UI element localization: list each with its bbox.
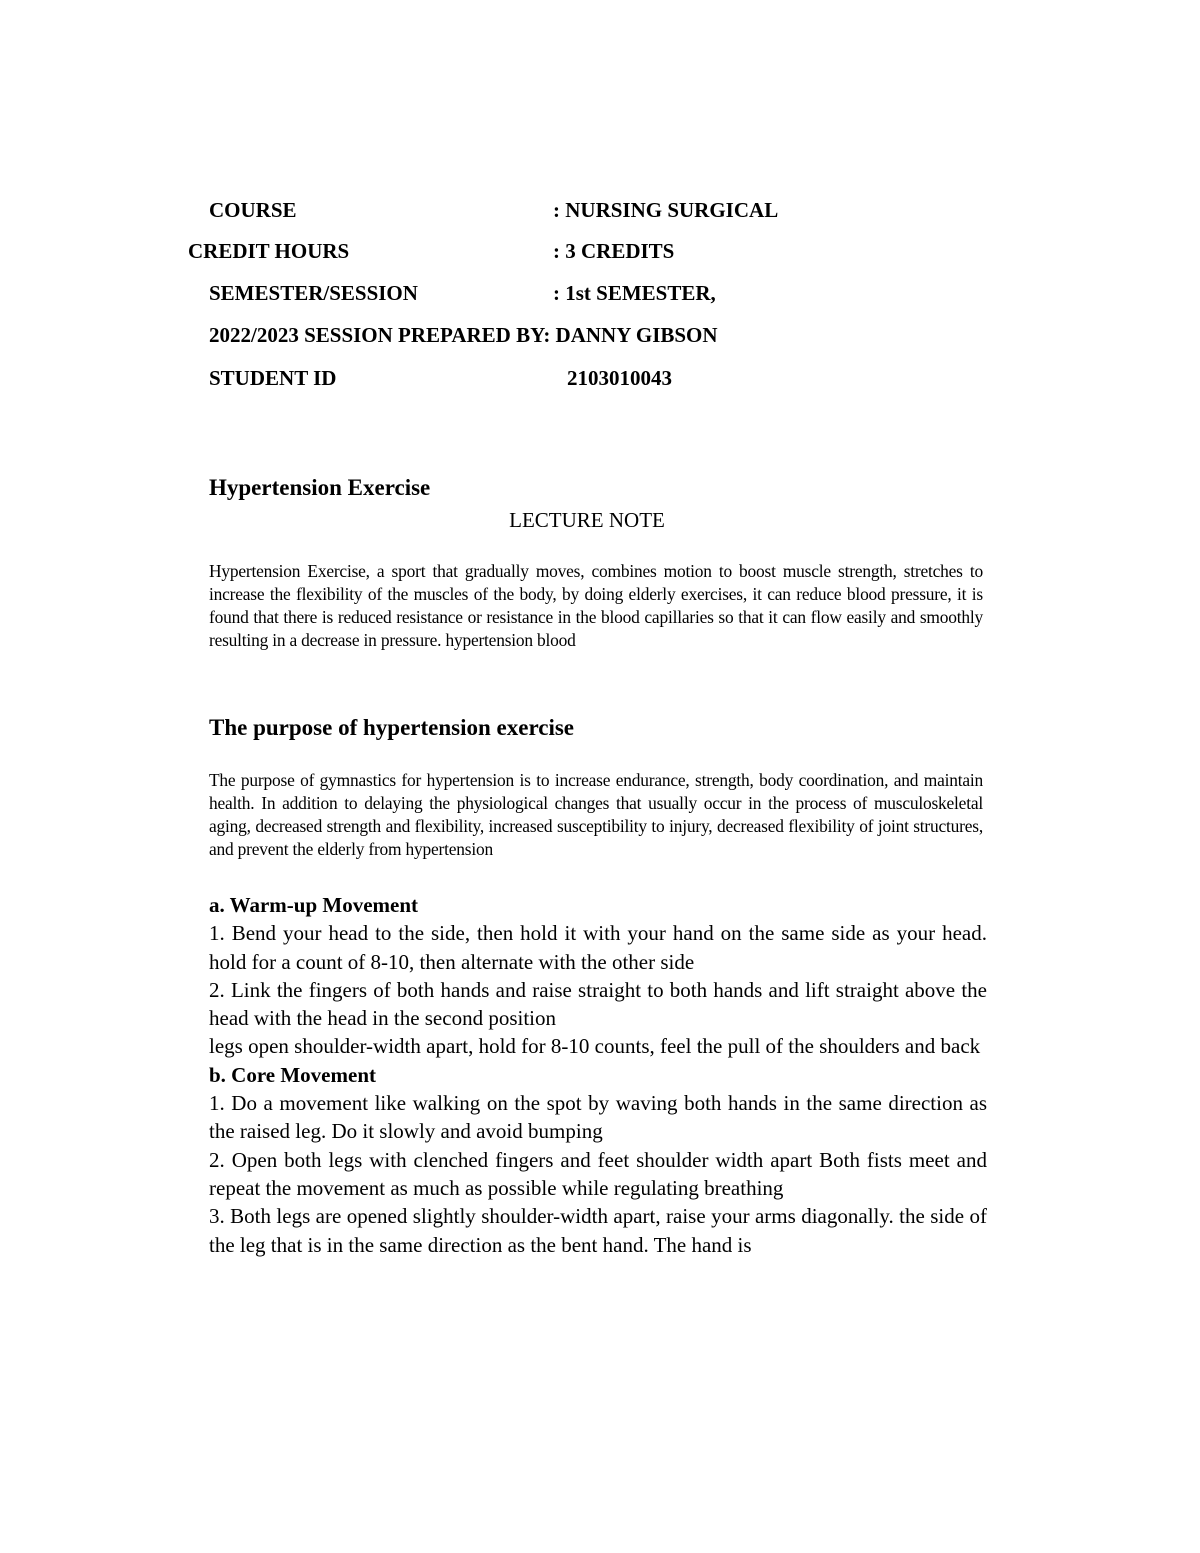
course-value: : NURSING SURGICAL <box>553 198 779 222</box>
semester-label: SEMESTER/SESSION <box>209 281 418 305</box>
purpose-heading: The purpose of hypertension exercise <box>209 715 575 740</box>
session-prepared-by: 2022/2023 SESSION PREPARED BY: DANNY GIBSON <box>209 323 718 347</box>
semester-value: : 1st SEMESTER, <box>553 281 716 305</box>
core-item: 1. Do a movement like walking on the spot by waving both hands in the same direction as the raised leg. Do it slowly and avoid bumping <box>209 1091 987 1144</box>
intro-paragraph: Hypertension Exercise, a sport that gradually moves, combines motion to boost muscle strength, stretches to increase the flexibility of the muscles of the body, by doing elderly exercises, it can reduce blood pressure, it is found that there is reduced resistance or resistance in the blood capillaries so that it can flow easily and smoothly resulting in a decrease in pressure. hypertension blood <box>209 561 983 650</box>
student-id-label: STUDENT ID <box>209 366 337 390</box>
purpose-paragraph: The purpose of gymnastics for hypertension is to increase endurance, strength, body coordination, and maintain health. In addition to delaying the physiological changes that usually occur in the process of musculoskeletal aging, decreased strength and flexibility, increased susceptibility to injury, decreased flexibility of joint structures, and prevent the elderly from hypertension <box>209 770 983 859</box>
warmup-item: legs open shoulder-width apart, hold for 8-10 counts, feel the pull of the shoulders and back <box>209 1034 981 1059</box>
core-item: 2. Open both legs with clenched fingers and feet shoulder width apart Both fists meet and repeat the movement as much as possible while regulating breathing <box>209 1147 987 1200</box>
student-id-value: 2103010043 <box>567 366 672 390</box>
warmup-item: 2. Link the fingers of both hands and raise straight to both hands and lift straight above the head with the head in the second position <box>209 977 987 1031</box>
movement-section <box>209 891 987 1259</box>
core-heading: b. Core Movement <box>209 1062 376 1087</box>
document-subtitle: LECTURE NOTE <box>509 508 665 532</box>
warmup-heading: a. Warm-up Movement <box>209 893 419 917</box>
document-title: Hypertension Exercise <box>209 475 431 500</box>
core-item: 3. Both legs are opened slightly shoulder-width apart, raise your arms diagonally. the side of the leg that is in the same direction as the bent hand. The hand is <box>209 1204 987 1257</box>
credit-hours-value: : 3 CREDITS <box>553 239 675 263</box>
credit-hours-label: CREDIT HOURS <box>188 239 350 263</box>
warmup-item: 1. Bend your head to the side, then hold it with your hand on the same side as your head. hold for a count of 8-10, then alternate with the other side <box>209 921 987 974</box>
course-label: COURSE <box>209 198 297 222</box>
